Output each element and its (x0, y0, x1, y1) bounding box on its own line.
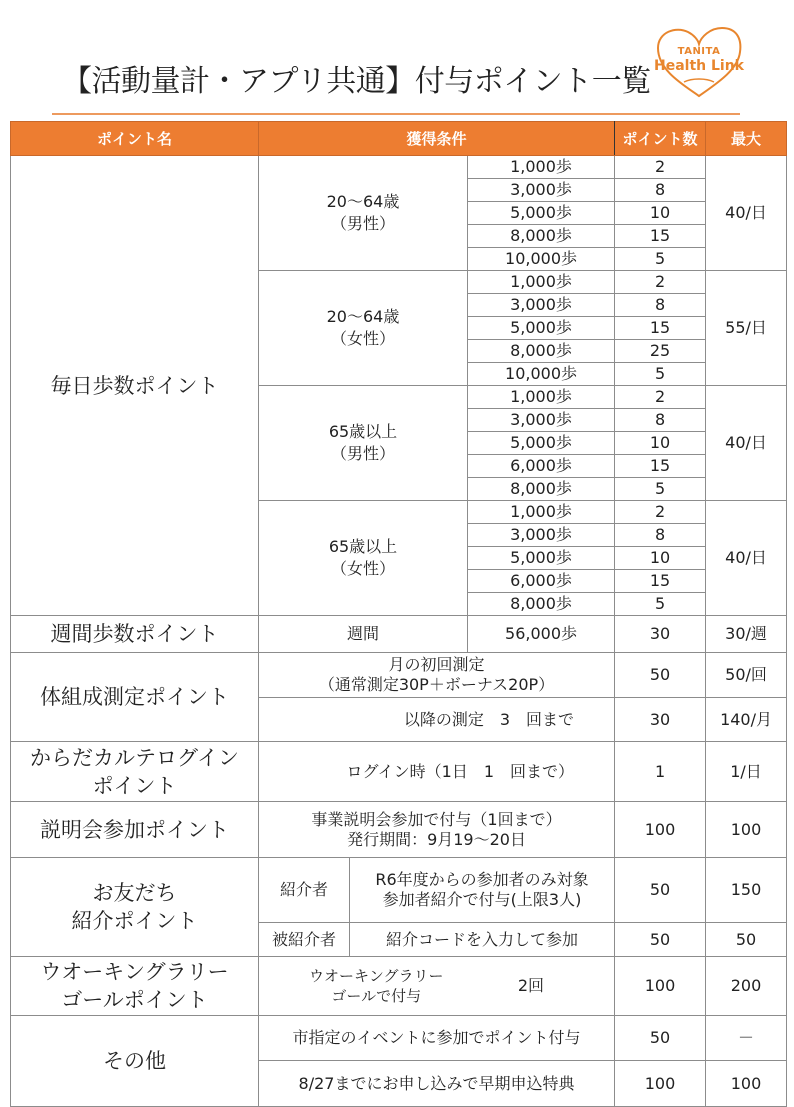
step-threshold: 6,000歩 (468, 570, 615, 593)
table-row (11, 1016, 787, 1061)
step-points: 2 (615, 501, 706, 524)
step-points: 5 (615, 478, 706, 501)
gender-label: （女性） (330, 559, 395, 578)
referrer-points: 50 (615, 858, 706, 923)
walking-condition (259, 957, 615, 1016)
gender-label: （男性） (330, 444, 395, 463)
step-threshold: 8,000歩 (468, 593, 615, 616)
weekly-steps: 56,000歩 (468, 616, 615, 653)
other-name: その他 (11, 1016, 259, 1107)
table-row (11, 858, 787, 923)
condition-line: （通常測定30P＋ボーナス20P） (318, 675, 555, 694)
step-threshold: 1,000歩 (468, 501, 615, 524)
points-table (10, 121, 787, 1107)
step-threshold: 8,000歩 (468, 340, 615, 363)
step-points: 5 (615, 363, 706, 386)
group-max: 40/日 (706, 156, 787, 271)
tanita-health-link-logo (652, 24, 746, 100)
col-header-max: 最大 (706, 122, 787, 156)
table-row (11, 616, 787, 653)
step-threshold: 3,000歩 (468, 524, 615, 547)
body-condition (259, 653, 615, 698)
step-points: 15 (615, 225, 706, 248)
step-points: 5 (615, 248, 706, 271)
step-points: 15 (615, 455, 706, 478)
friend-referral-name (11, 858, 259, 957)
body-max: 140/月 (706, 698, 787, 742)
page-title: 【活動量計・アプリ共通】付与ポイント一覧 (62, 64, 651, 99)
col-header-points: ポイント数 (615, 122, 706, 156)
step-threshold: 5,000歩 (468, 547, 615, 570)
step-threshold: 5,000歩 (468, 432, 615, 455)
col-header-point-name: ポイント名 (11, 122, 259, 156)
other-points: 50 (615, 1016, 706, 1061)
condition-line: 事業説明会参加で付与（1回まで） (311, 809, 562, 829)
referee-points: 50 (615, 923, 706, 957)
step-threshold: 6,000歩 (468, 455, 615, 478)
body-composition-name: 体組成測定ポイント (11, 653, 259, 742)
age-group-cell (259, 501, 468, 616)
name-line: 紹介ポイント (71, 909, 198, 933)
gender-label: （男性） (330, 214, 395, 233)
seminar-condition (259, 802, 615, 858)
title-divider (52, 113, 740, 115)
walking-condition-text (309, 966, 444, 1006)
step-threshold: 8,000歩 (468, 478, 615, 501)
condition-line: R6年度からの参加者のみ対象 (375, 870, 589, 889)
step-threshold: 5,000歩 (468, 202, 615, 225)
step-points: 8 (615, 294, 706, 317)
walking-max: 200 (706, 957, 787, 1016)
step-points: 10 (615, 547, 706, 570)
name-line: からだカルテログイン (30, 745, 239, 770)
referrer-role: 紹介者 (259, 858, 350, 923)
step-points: 2 (615, 271, 706, 294)
step-threshold: 10,000歩 (468, 363, 615, 386)
referee-role: 被紹介者 (259, 923, 350, 957)
group-max: 40/日 (706, 386, 787, 501)
step-points: 15 (615, 570, 706, 593)
step-threshold: 10,000歩 (468, 248, 615, 271)
step-points: 10 (615, 432, 706, 455)
step-threshold: 3,000歩 (468, 179, 615, 202)
logo-health-link-text: Health Link (654, 58, 744, 74)
condition-line: 月の初回測定 (388, 655, 485, 674)
referrer-max: 150 (706, 858, 787, 923)
group-max: 55/日 (706, 271, 787, 386)
table-row (11, 957, 787, 1016)
name-line: ポイント (92, 773, 177, 798)
karute-max: 1/日 (706, 742, 787, 802)
group-max: 40/日 (706, 501, 787, 616)
table-row (11, 156, 787, 179)
age-label: 20～64歳 (326, 307, 400, 326)
step-threshold: 1,000歩 (468, 156, 615, 179)
step-points: 8 (615, 179, 706, 202)
table-row (11, 653, 787, 698)
age-group-cell (259, 271, 468, 386)
other-points: 100 (615, 1061, 706, 1107)
condition-line: ゴールで付与 (331, 987, 422, 1005)
body-condition: 以降の測定 3 回まで (259, 698, 615, 742)
step-points: 2 (615, 386, 706, 409)
step-points: 5 (615, 593, 706, 616)
walking-count: 2回 (517, 976, 545, 995)
gender-label: （女性） (330, 329, 395, 348)
condition-line: 発行期間：9月19～20日 (347, 829, 526, 849)
condition-line: ウオーキングラリー (309, 967, 444, 985)
referee-max: 50 (706, 923, 787, 957)
col-header-condition: 獲得条件 (259, 122, 615, 156)
age-label: 65歳以上 (328, 537, 398, 556)
name-line: ウオーキングラリー (40, 960, 229, 984)
step-threshold: 3,000歩 (468, 409, 615, 432)
step-threshold: 5,000歩 (468, 317, 615, 340)
referrer-condition (350, 858, 615, 923)
weekly-period: 週間 (259, 616, 468, 653)
other-condition: 8/27までにお申し込みで早期申込特典 (259, 1061, 615, 1107)
step-points: 8 (615, 524, 706, 547)
step-threshold: 1,000歩 (468, 271, 615, 294)
step-threshold: 3,000歩 (468, 294, 615, 317)
other-max: － (706, 1016, 787, 1061)
weekly-steps-name: 週間歩数ポイント (11, 616, 259, 653)
karute-login-name (11, 742, 259, 802)
age-group-cell (259, 386, 468, 501)
step-points: 10 (615, 202, 706, 225)
step-points: 25 (615, 340, 706, 363)
step-points: 8 (615, 409, 706, 432)
table-row (11, 742, 787, 802)
seminar-name: 説明会参加ポイント (11, 802, 259, 858)
name-line: ゴールポイント (61, 988, 208, 1012)
step-points: 2 (615, 156, 706, 179)
other-max: 100 (706, 1061, 787, 1107)
name-line: お友だち (92, 881, 177, 905)
seminar-points: 100 (615, 802, 706, 858)
body-max: 50/回 (706, 653, 787, 698)
age-label: 20～64歳 (326, 192, 400, 211)
karute-points: 1 (615, 742, 706, 802)
age-group-cell (259, 156, 468, 271)
weekly-max: 30/週 (706, 616, 787, 653)
table-header-row (11, 122, 787, 156)
step-threshold: 1,000歩 (468, 386, 615, 409)
body-points: 30 (615, 698, 706, 742)
weekly-points: 30 (615, 616, 706, 653)
referee-condition: 紹介コードを入力して参加 (350, 923, 615, 957)
daily-steps-name: 毎日歩数ポイント (11, 156, 259, 616)
step-points: 15 (615, 317, 706, 340)
table-row (11, 802, 787, 858)
logo-tanita-text: TANITA (677, 46, 721, 57)
seminar-max: 100 (706, 802, 787, 858)
age-label: 65歳以上 (328, 422, 398, 441)
step-threshold: 8,000歩 (468, 225, 615, 248)
condition-line: 参加者紹介で付与(上限3人) (382, 890, 582, 909)
other-condition: 市指定のイベントに参加でポイント付与 (259, 1016, 615, 1061)
walking-rally-name (11, 957, 259, 1016)
walking-points: 100 (615, 957, 706, 1016)
karute-condition: ログイン時（1日 1 回まで） (259, 742, 615, 802)
body-points: 50 (615, 653, 706, 698)
